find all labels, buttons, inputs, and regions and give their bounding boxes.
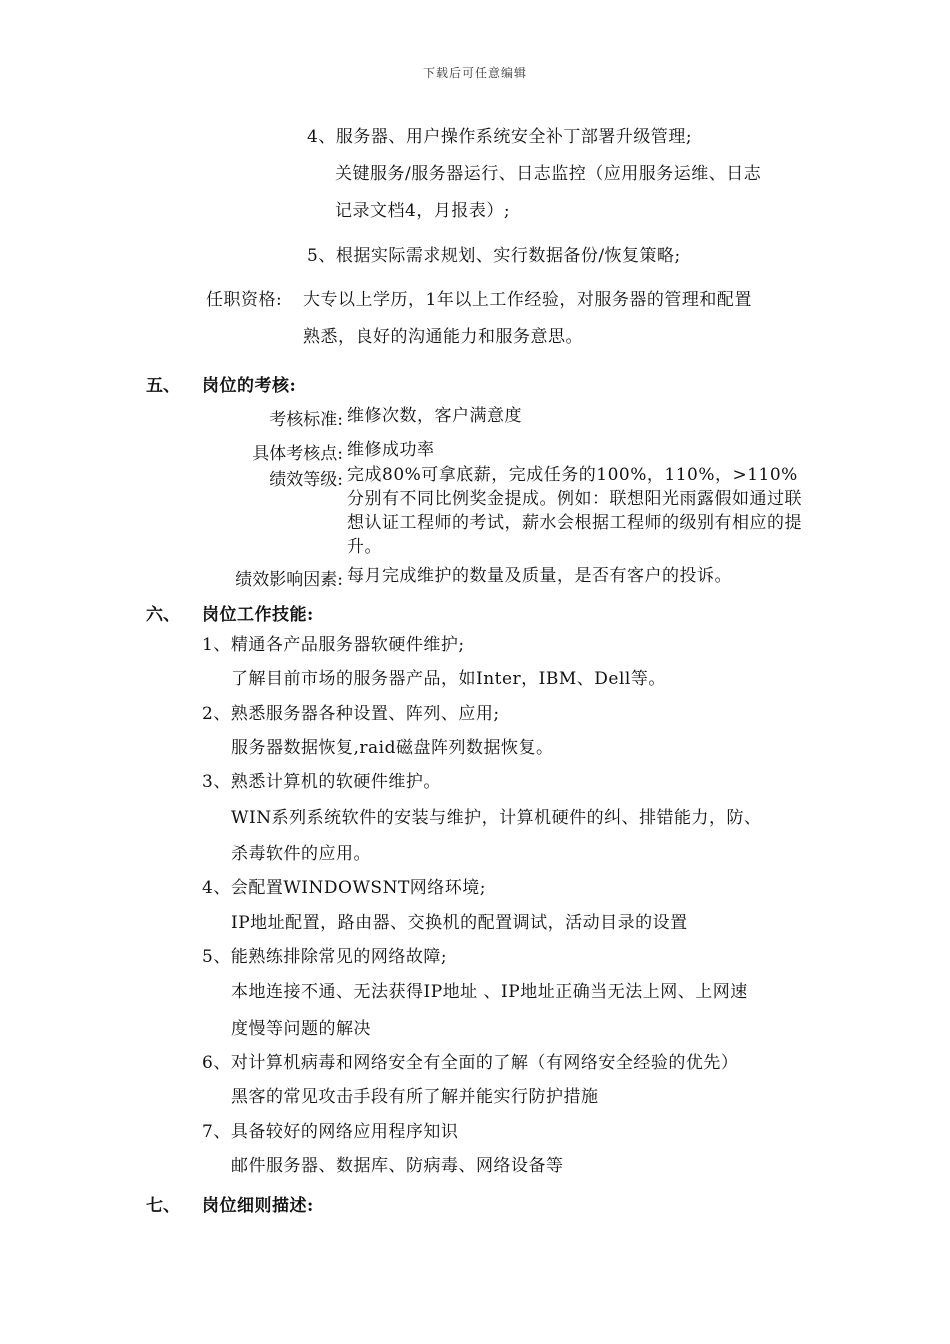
skill-5-detail-line-2: 度慢等问题的解决 <box>231 1019 371 1039</box>
performance-level-label: 绩效等级: <box>269 470 343 490</box>
section-6-title: 岗位工作技能: <box>202 605 314 625</box>
skill-4: 4、会配置WINDOWSNT网络环境; <box>202 878 487 898</box>
assessment-standard-value: 维修次数，客户满意度 <box>347 406 522 426</box>
skill-3-detail-line-1: WIN系列系统软件的安装与维护，计算机硬件的纠、排错能力，防、 <box>231 808 762 828</box>
skill-4-detail: IP地址配置，路由器、交换机的配置调试，活动目录的设置 <box>231 913 688 933</box>
skill-5: 5、能熟练排除常见的网络故障; <box>202 947 448 967</box>
skill-6-detail: 黑客的常见攻击手段有所了解并能实行防护措施 <box>231 1087 599 1107</box>
section-7-title: 岗位细则描述: <box>202 1196 314 1216</box>
skill-5-detail-line-1: 本地连接不通、无法获得IP地址 、IP地址正确当无法上网、上网速 <box>231 982 748 1002</box>
page-header: 下载后可任意编辑 <box>422 66 527 80</box>
skill-2-detail: 服务器数据恢复,raid磁盘阵列数据恢复。 <box>231 738 554 758</box>
skill-3-detail-line-2: 杀毒软件的应用。 <box>231 844 371 864</box>
performance-factor-value: 每月完成维护的数量及质量，是否有客户的投诉。 <box>347 566 732 586</box>
skill-3: 3、熟悉计算机的软硬件维护。 <box>202 772 441 792</box>
qualification-text-line-2: 熟悉，良好的沟通能力和服务意思。 <box>303 327 583 347</box>
duty-item-4-continuation-2: 记录文档4，月报表）; <box>335 201 511 221</box>
assessment-standard-label: 考核标准: <box>269 410 343 430</box>
qualification-label: 任职资格: <box>206 290 283 310</box>
assessment-point-label: 具体考核点: <box>252 444 343 464</box>
section-6-number: 六、 <box>146 605 180 625</box>
skill-7-detail: 邮件服务器、数据库、防病毒、网络设备等 <box>231 1156 564 1176</box>
skill-2: 2、熟悉服务器各种设置、阵列、应用; <box>202 704 500 724</box>
skill-1-detail: 了解目前市场的服务器产品，如Inter，IBM、Dell等。 <box>231 669 666 689</box>
skill-7: 7、具备较好的网络应用程序知识 <box>202 1122 459 1142</box>
duty-item-5: 5、根据实际需求规划、实行数据备份/恢复策略; <box>307 246 681 266</box>
skill-1: 1、精通各产品服务器软硬件维护; <box>202 635 465 655</box>
duty-item-4-continuation-1: 关键服务/服务器运行、日志监控（应用服务运维、日志 <box>335 164 762 184</box>
assessment-point-value: 维修成功率 <box>347 440 435 460</box>
duty-item-4: 4、服务器、用户操作系统安全补丁部署升级管理; <box>307 127 693 147</box>
section-5-number: 五、 <box>146 376 180 396</box>
section-7-number: 七、 <box>146 1196 180 1216</box>
skill-6: 6、对计算机病毒和网络安全有全面的了解（有网络安全经验的优先） <box>202 1053 739 1073</box>
section-5-title: 岗位的考核: <box>202 376 297 396</box>
performance-factor-label: 绩效影响因素: <box>235 570 343 590</box>
qualification-text-line-1: 大专以上学历，1年以上工作经验，对服务器的管理和配置 <box>303 290 752 310</box>
performance-level-value: 完成80%可拿底薪，完成任务的100%，110%，>110%分别有不同比例奖金提成。例如：联想阳光雨露假如通过联想认证工程师的考试，薪水会根据工程师的级别有相应的提升。 <box>347 465 802 557</box>
